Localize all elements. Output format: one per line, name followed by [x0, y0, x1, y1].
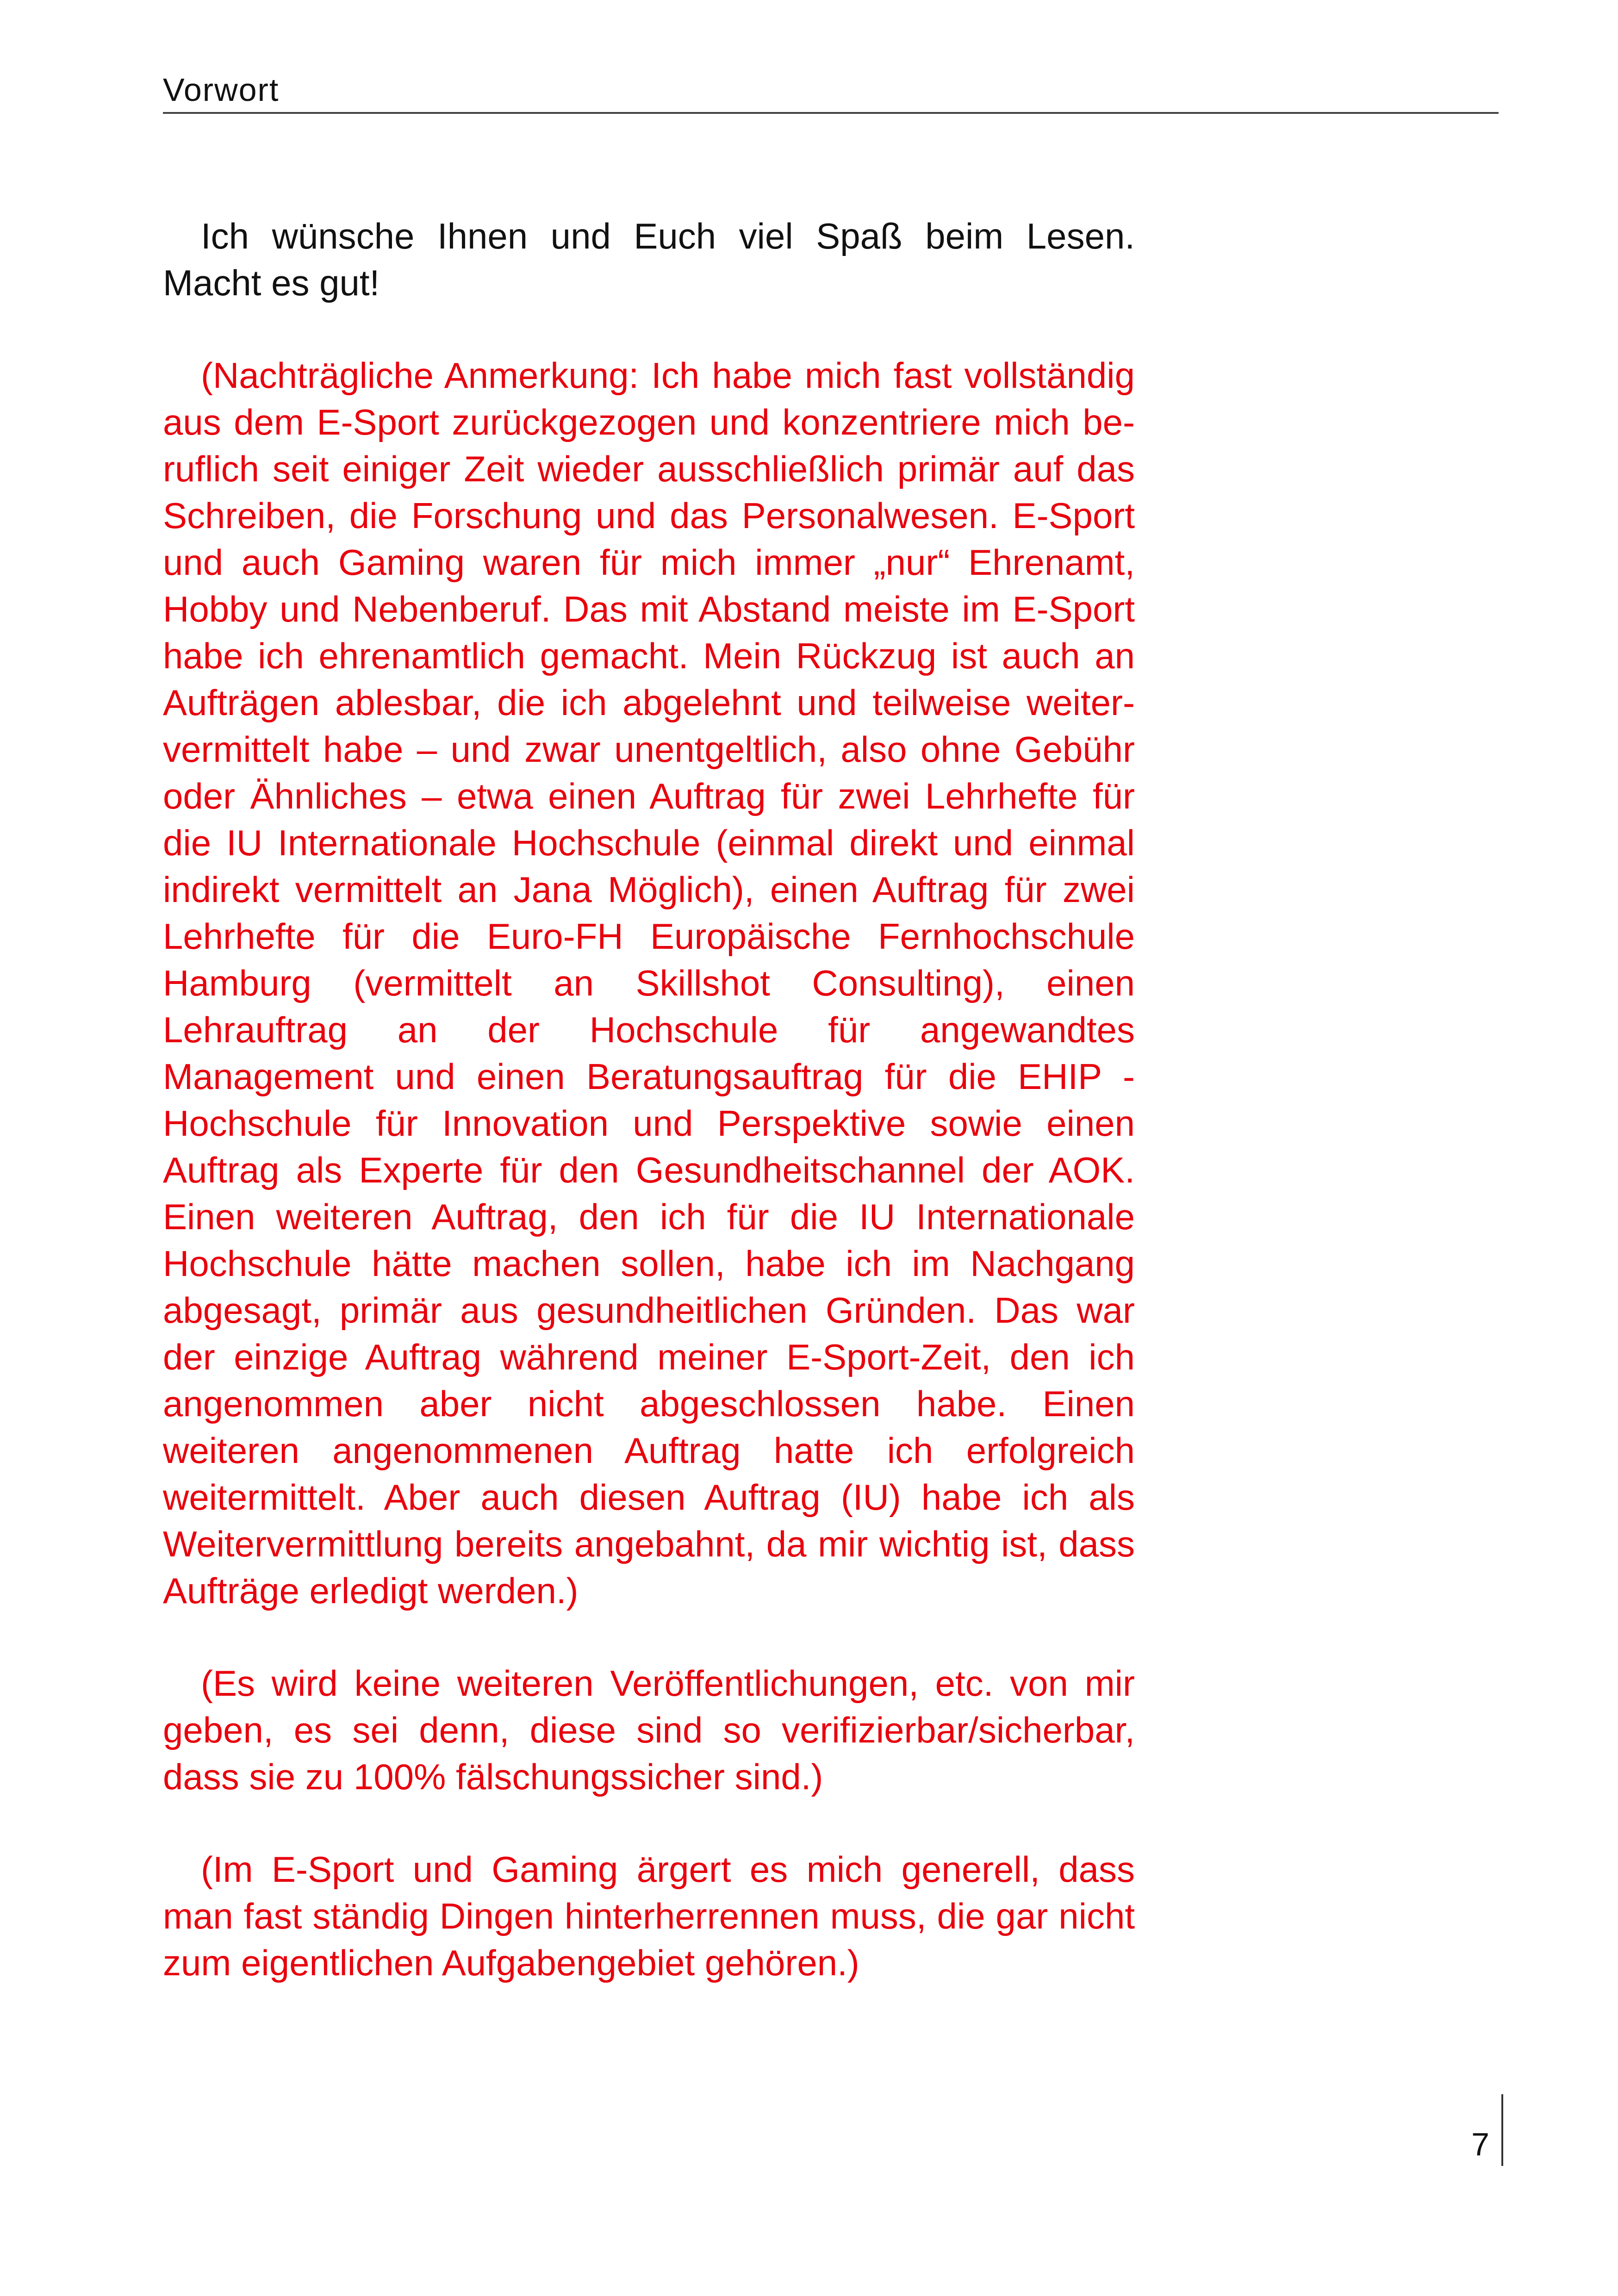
note-paragraph-publications: (Es wird keine weiteren Veröffentlichungen, etc. von mir geben, es sei denn, diese sind so verifizierbar/sicherbar, dass sie zu 100% fälschungssicher sind.): [163, 1663, 1135, 1797]
closing-paragraph: Ich wünsche Ihnen und Euch viel Spaß beim Lesen. Macht es gut!: [163, 216, 1135, 303]
note-paragraph-retreat: (Nachträgliche Anmerkung: Ich habe mich fast vollständig aus dem E-Sport zurückgezogen und konzentriere mich beruflich seit einiger Zeit wieder ausschließlich primär auf das Schreiben, die Forschung und das Personalwesen. E-Sport und auch Gaming waren für mich immer „nur“ Ehrenamt, Hobby und Nebenberuf. Das mit Abstand meiste im E-Sport habe ich ehrenamtlich gemacht. Mein Rückzug ist auch an Aufträgen ablesbar, die ich abgelehnt und teilweise weitervermittelt habe – und zwar unentgeltlich, also ohne Gebühr oder Ähnliches – etwa einen Auftrag für zwei Lehrhefte für die IU Internationale Hochschule (einmal direkt und einmal indirekt vermittelt an Jana Möglich), einen Auftrag für zwei Lehrhefte für die Euro-FH Europäische Fernhochschule Hamburg (vermittelt an Skillshot Consulting), einen Lehrauftrag an der Hochschule für angewandtes Management und einen Beratungsauftrag für die EHIP - Hochschule für Innovation und Perspektive sowie einen Auftrag als Experte für den Gesundheitschannel der AOK. Einen weiteren Auftrag, den ich für die IU Internationale Hochschule hätte machen sollen, habe ich im Nachgang abgesagt, primär aus gesundheitlichen Gründen. Das war der einzige Auftrag während meiner E-Sport-Zeit, den ich angenommen aber nicht abgeschlossen habe. Einen weiteren angenommenen Auftrag hatte ich erfolgreich weitermittelt. Aber auch diesen Auftrag (IU) habe ich als Weitervermittlung bereits angebahnt, da mir wichtig ist, dass Aufträge erledigt werden.): [163, 355, 1135, 1611]
chapter-title: Vorwort: [163, 72, 280, 108]
page-number-rule: [1501, 2094, 1503, 2166]
page-number-block: [1458, 2094, 1509, 2168]
page-number: 7: [1471, 2126, 1489, 2162]
body-text: [163, 213, 1135, 2032]
note-paragraph-gaming: (Im E-Sport und Gaming ärgert es mich generell, dass man fast ständig Dingen hinterherrennen muss, die gar nicht zum eigentlichen Aufgabengebiet gehören.): [163, 1849, 1135, 1983]
running-header: [163, 69, 1499, 114]
